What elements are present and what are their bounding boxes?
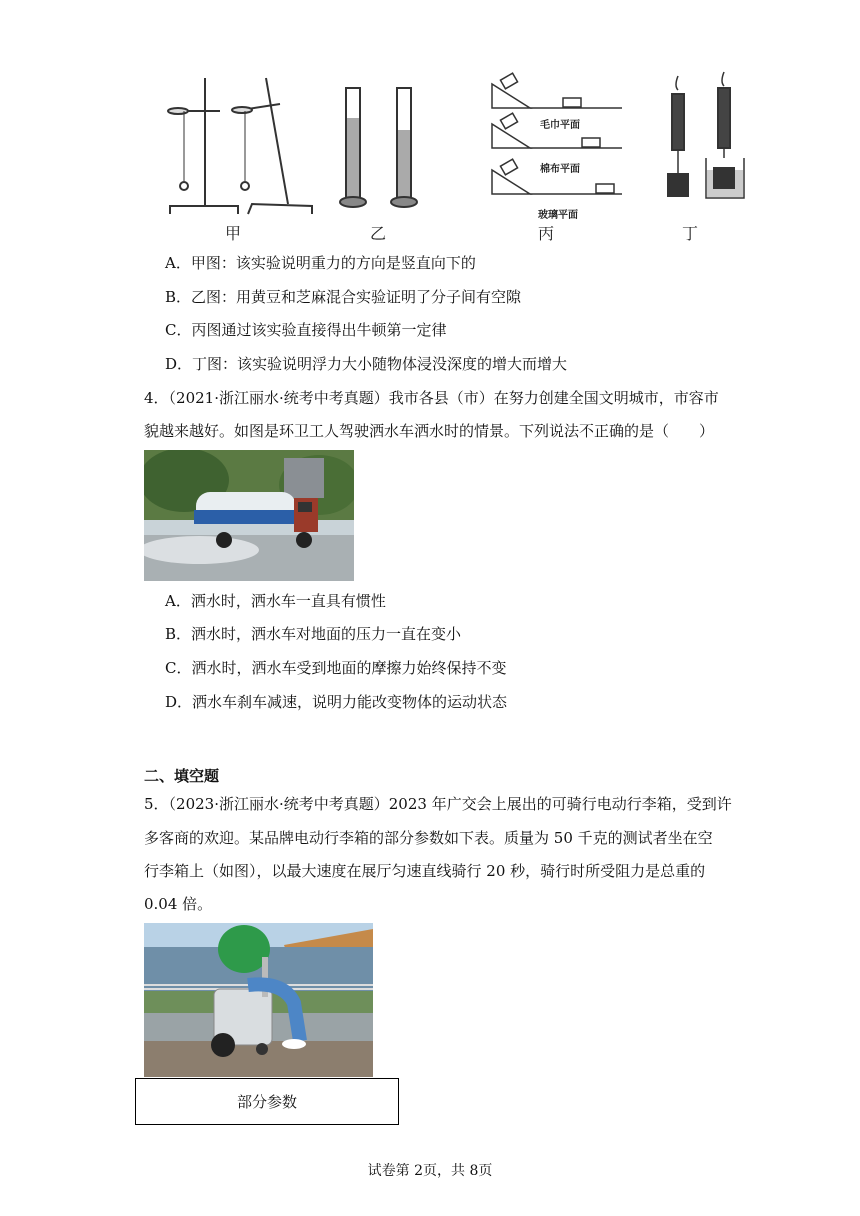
q3-option-d: D．丁图：该实验说明浮力大小随物体浸没深度的增大而增大	[165, 355, 568, 373]
q5-stem-line2: 多客商的欢迎。某品牌电动行李箱的部分参数如下表。质量为 50 千克的测试者坐在空	[144, 829, 713, 847]
q3-option-a: A．甲图：该实验说明重力的方向是竖直向下的	[165, 254, 476, 272]
q4-stem-line1: 4．（2021·浙江丽水·统考中考真题）我市各县（市）在努力创建全国文明城市，市容市	[144, 389, 719, 407]
experiment-figure	[140, 66, 760, 244]
figure-label-yi: 乙	[370, 224, 387, 243]
experiment-diagram	[140, 66, 760, 244]
parameter-table-title: 部分参数	[236, 1093, 297, 1111]
q5-stem-line1: 5．（2023·浙江丽水·统考中考真题）2023 年广交会上展出的可骑行电动行李箱，受到许	[144, 795, 732, 813]
q5-stem-line3: 行李箱上（如图），以最大速度在展厅匀速直线骑行 20 秒，骑行时所受阻力是总重的	[144, 862, 706, 880]
electric-suitcase-photo	[144, 923, 373, 1077]
q4-stem-line2: 貌越来越好。如图是环卫工人驾驶洒水车洒水时的情景。下列说法不正确的是（ ）	[144, 422, 715, 440]
q4-option-b: B．洒水时，洒水车对地面的压力一直在变小	[165, 625, 462, 643]
surface-label-towel: 毛巾平面	[540, 120, 580, 131]
section-title-fill-in: 二、填空题	[144, 767, 220, 785]
surface-label-glass: 玻璃平面	[538, 210, 578, 221]
parameter-table-header	[135, 1078, 399, 1125]
figure-label-bing: 丙	[538, 224, 555, 243]
q5-stem-line4: 0.04 倍。	[144, 895, 213, 913]
q4-option-c: C．洒水时，洒水车受到地面的摩擦力始终保持不变	[165, 659, 507, 677]
q3-option-b: B．乙图：用黄豆和芝麻混合实验证明了分子间有空隙	[165, 288, 522, 306]
page-footer: 试卷第 2页，共 8页	[367, 1163, 493, 1179]
q4-option-d: D．洒水车刹车减速，说明力能改变物体的运动状态	[165, 693, 508, 711]
q3-option-c: C．丙图通过该实验直接得出牛顿第一定律	[165, 321, 447, 339]
surface-label-cotton: 棉布平面	[540, 164, 580, 175]
sprinkler-truck-photo	[144, 450, 354, 581]
q4-option-a: A．洒水时，洒水车一直具有惯性	[165, 592, 386, 610]
figure-label-ding: 丁	[682, 224, 699, 243]
figure-label-jia: 甲	[225, 224, 242, 243]
